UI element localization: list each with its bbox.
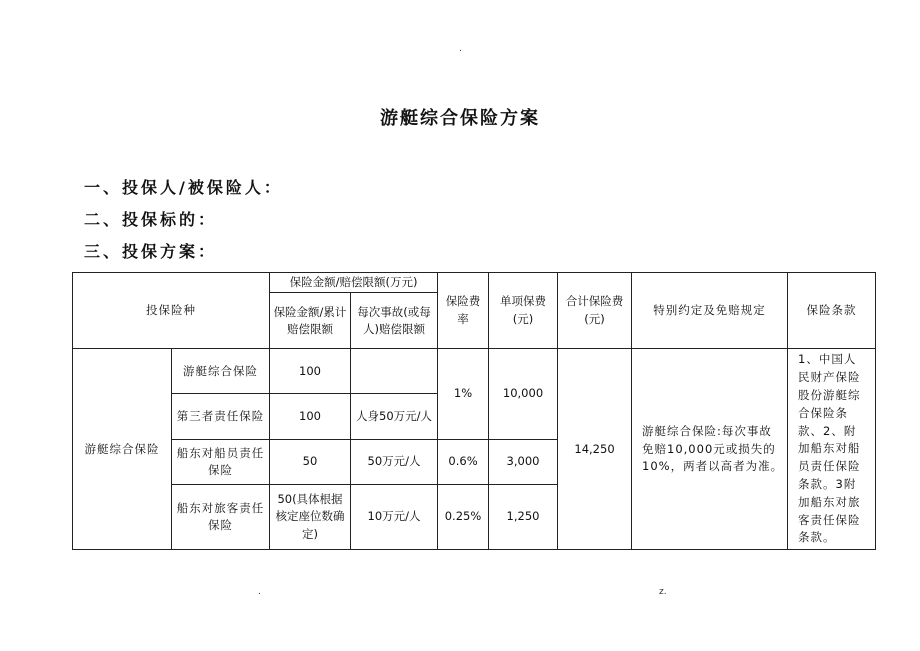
section-heading-subject: 二、投保标的： (84, 210, 218, 229)
header-cumulative-limit: 保险金额/累计赔偿限额 (270, 293, 351, 349)
footer-right-mark: z. (659, 587, 667, 597)
group-yacht-insurance: 游艇综合保险 (73, 349, 172, 550)
header-per-accident-limit: 每次事故(或每人)赔偿限额 (351, 293, 438, 349)
header-rate: 保险费率 (438, 273, 489, 349)
row-cumulative-crew: 50 (270, 439, 351, 484)
row-rate-crew: 0.6% (438, 439, 489, 484)
header-total-premium: 合计保险费(元) (558, 273, 632, 349)
row-name-yacht-insurance: 游艇综合保险 (172, 349, 270, 394)
document-title: 游艇综合保险方案 (380, 108, 540, 129)
merged-rate-1: 1% (438, 349, 489, 439)
insurance-plan-table (72, 272, 876, 550)
row-cumulative-passenger: 50(具体根据核定座位数确定) (270, 484, 351, 549)
row-premium-passenger: 1,250 (489, 484, 558, 549)
row-cumulative-third-party: 100 (270, 394, 351, 439)
row-cumulative-yacht: 100 (270, 349, 351, 394)
row-rate-passenger: 0.25% (438, 484, 489, 549)
header-single-premium: 单项保费(元) (489, 273, 558, 349)
row-name-third-party: 第三者责任保险 (172, 394, 270, 439)
row-per-accident-crew: 50万元/人 (351, 439, 438, 484)
footer-left-mark: . (258, 587, 261, 597)
total-premium: 14,250 (558, 349, 632, 550)
top-page-mark: . (459, 44, 462, 54)
clauses-text: 1、中国人民财产保险股份游艇综合保险条款、2、附加船东对船员责任保险条款。3附加船东对旅客责任保险条款。 (788, 349, 876, 550)
section-heading-policyholder: 一、投保人/被保险人： (84, 178, 283, 197)
special-terms-text: 游艇综合保险:每次事故免赔10,000元或损失的10%，两者以高者为准。 (632, 349, 788, 550)
row-premium-crew: 3,000 (489, 439, 558, 484)
row-per-accident-third-party: 人身50万元/人 (351, 394, 438, 439)
row-per-accident-yacht (351, 349, 438, 394)
header-special-terms: 特别约定及免赔规定 (632, 273, 788, 349)
header-clauses: 保险条款 (788, 273, 876, 349)
header-amount-group: 保险金额/赔偿限额(万元) (270, 273, 438, 293)
header-insurance-type: 投保险种 (73, 273, 270, 349)
row-per-accident-passenger: 10万元/人 (351, 484, 438, 549)
row-name-passenger-liability: 船东对旅客责任保险 (172, 484, 270, 549)
section-heading-plan: 三、投保方案： (84, 242, 218, 261)
merged-premium-10000: 10,000 (489, 349, 558, 439)
row-name-crew-liability: 船东对船员责任保险 (172, 439, 270, 484)
